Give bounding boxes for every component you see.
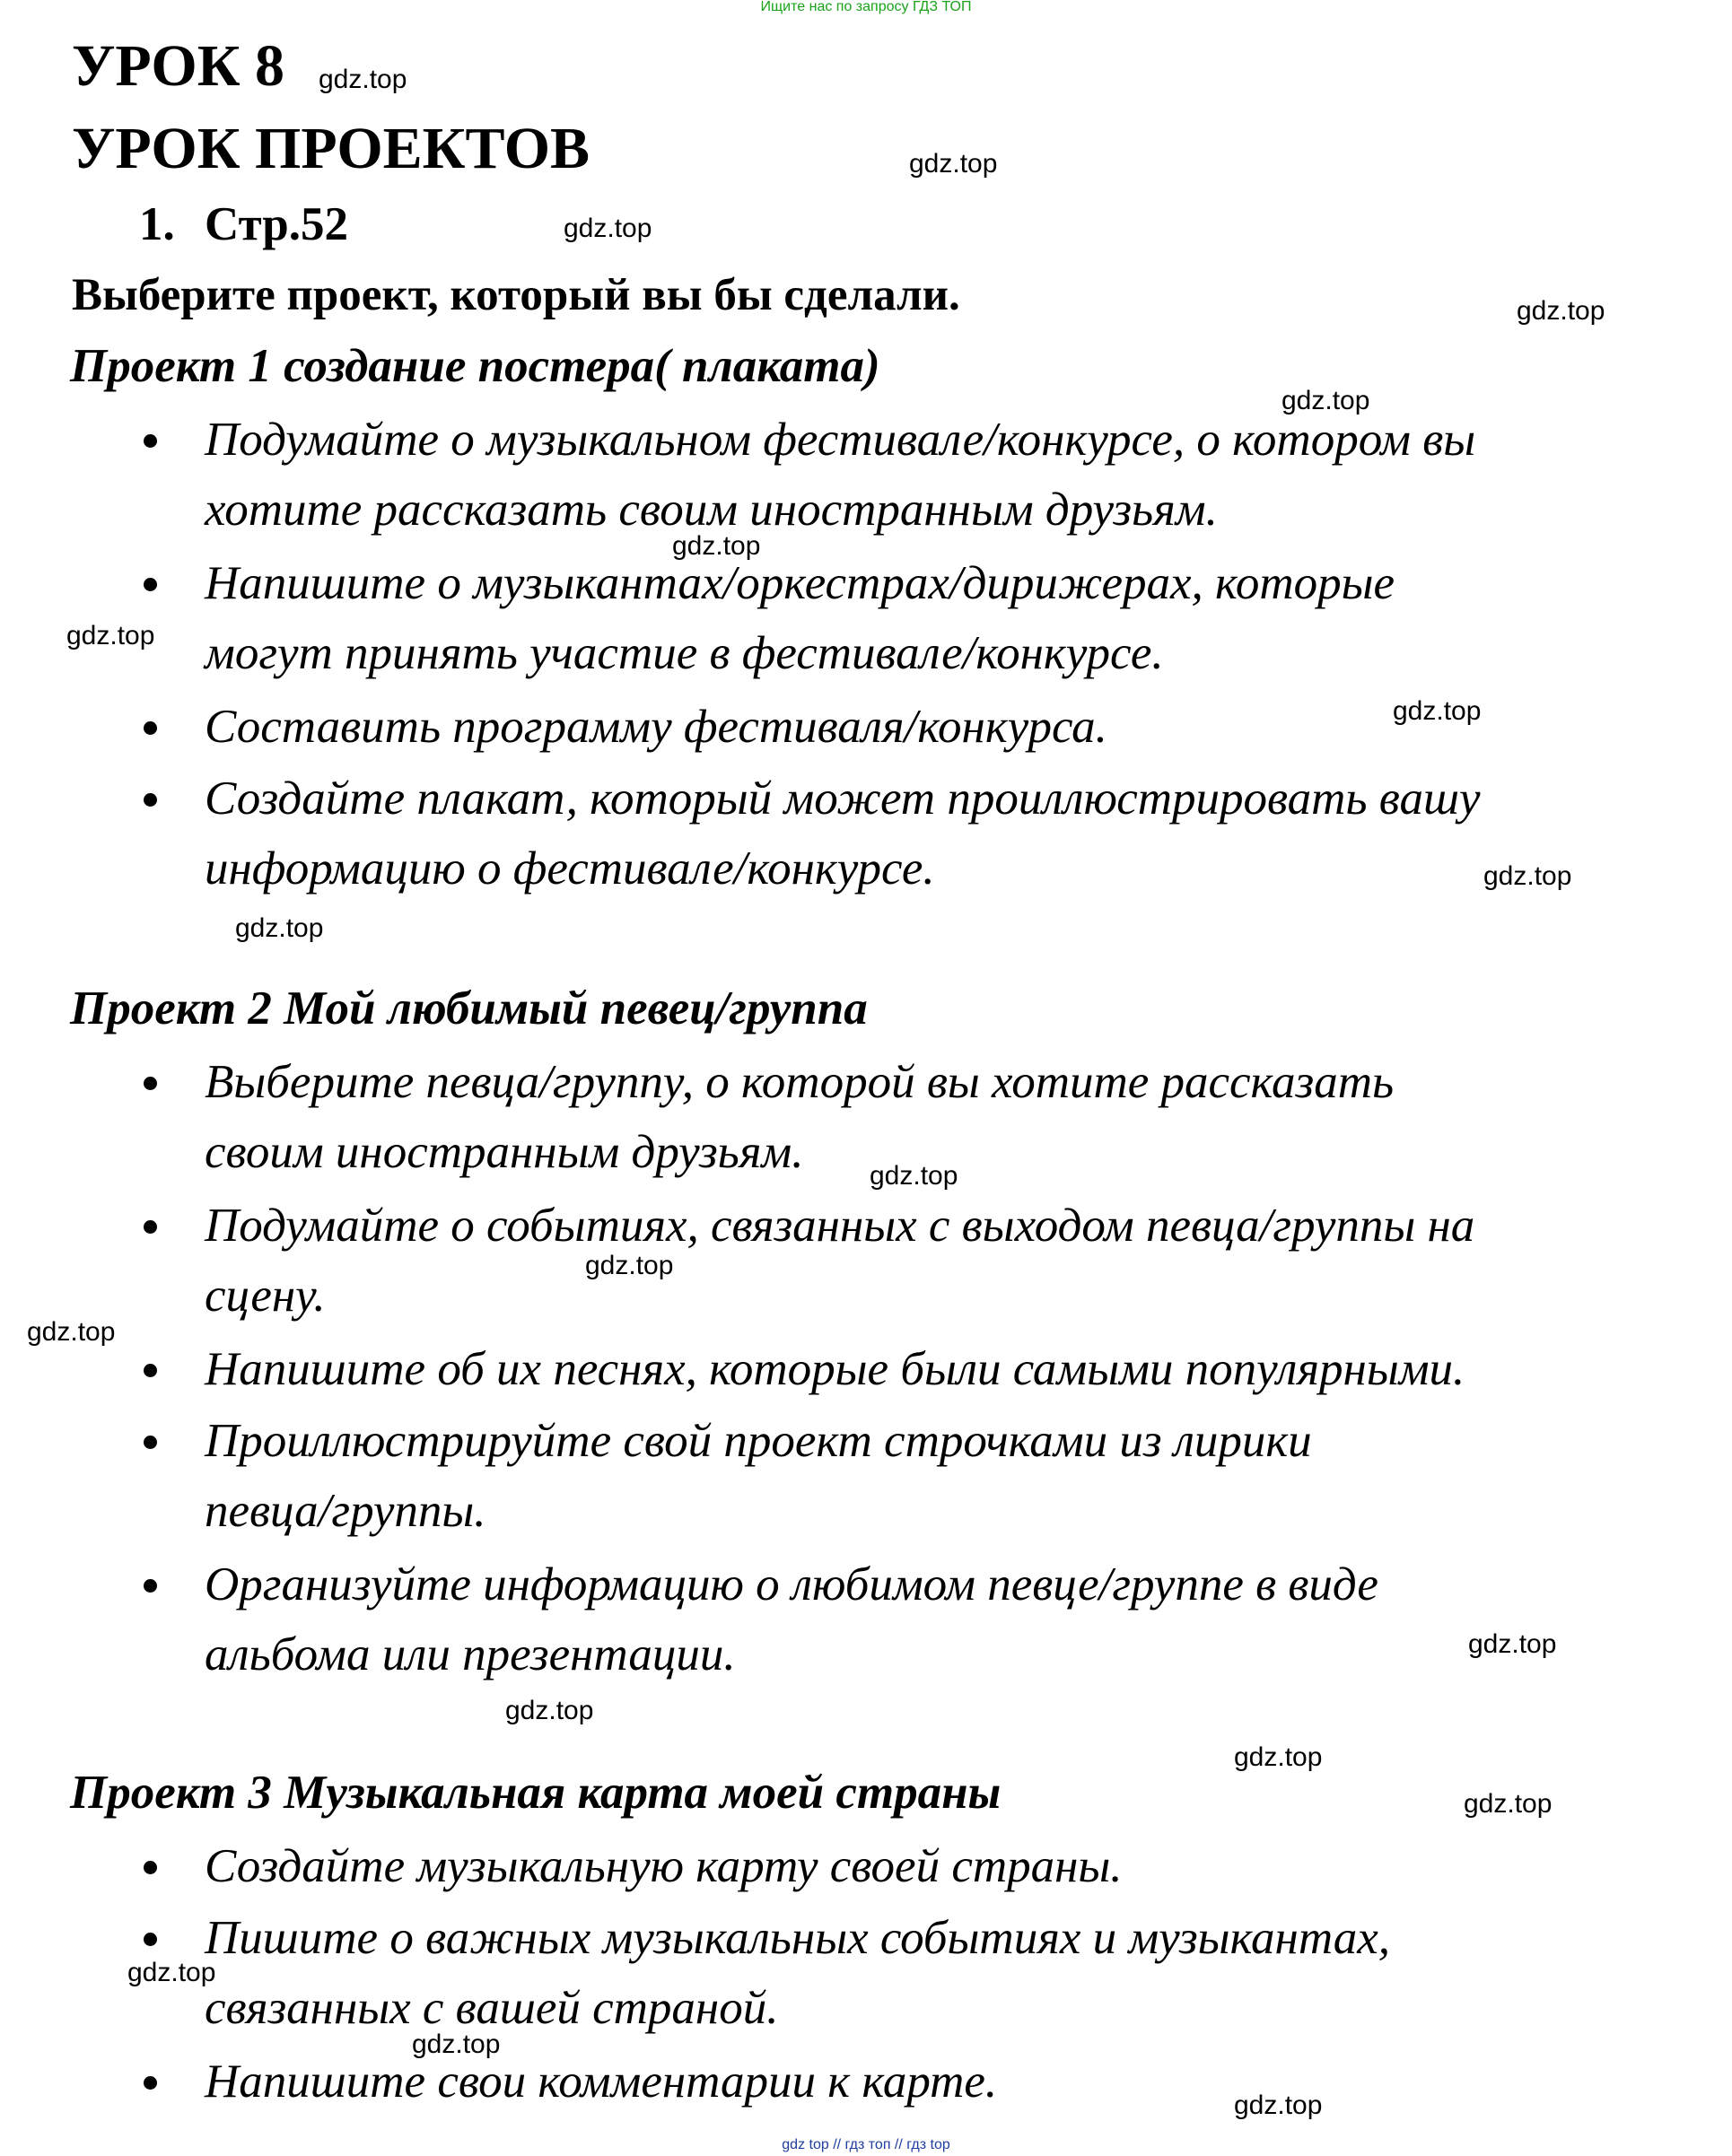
- watermark: gdz.top: [412, 2029, 501, 2059]
- project3-title: Проект 3 Музыкальная карта моей страны: [70, 1767, 1002, 1819]
- lesson-heading: УРОК 8: [72, 33, 285, 99]
- watermark: gdz.top: [870, 1161, 958, 1191]
- bullet-dot: [144, 793, 157, 807]
- bullet-dot: [144, 434, 157, 448]
- watermark: gdz.top: [1234, 1742, 1323, 1772]
- bullet-dot: [144, 1436, 157, 1449]
- project1-line: Напишите о музыкантах/оркестрах/дирижерах, которые: [205, 557, 1395, 609]
- watermark: gdz.top: [319, 65, 407, 94]
- watermark: gdz.top: [27, 1317, 116, 1347]
- lesson-title: УРОК ПРОЕКТОВ: [72, 116, 590, 181]
- watermark: gdz.top: [564, 214, 652, 243]
- project1-line: Подумайте о музыкальном фестивале/конкурсе, о котором вы: [205, 414, 1476, 466]
- watermark: gdz.top: [127, 1958, 216, 1987]
- project3-line: Создайте музыкальную карту своей страны.: [205, 1840, 1123, 1892]
- project2-title: Проект 2 Мой любимый певец/группа: [70, 982, 868, 1034]
- project3-line: связанных с вашей страной.: [205, 1982, 779, 2034]
- watermark: gdz.top: [1483, 861, 1572, 891]
- project2-line: своим иностранным друзьям.: [205, 1126, 804, 1178]
- item-number: 1.: [139, 198, 175, 250]
- watermark: gdz.top: [1282, 386, 1370, 415]
- project3-line: Напишите свои комментарии к карте.: [205, 2056, 998, 2108]
- project2-line: Проиллюстрируйте свой проект строчками из лирики: [205, 1415, 1312, 1467]
- project3-line: Пишите о важных музыкальных событиях и музыкантах,: [205, 1912, 1391, 1964]
- bullet-dot: [144, 1861, 157, 1874]
- watermark: gdz.top: [1234, 2091, 1323, 2120]
- project2-line: певца/группы.: [205, 1485, 486, 1537]
- watermark: gdz.top: [1393, 696, 1482, 726]
- watermark: gdz.top: [505, 1696, 594, 1725]
- watermark: gdz.top: [1517, 296, 1605, 326]
- project1-line: могут принять участие в фестивале/конкурсе.: [205, 627, 1164, 679]
- watermark: gdz.top: [235, 913, 324, 943]
- project2-line: Напишите об их песнях, которые были самыми популярными.: [205, 1343, 1465, 1395]
- item-page: Стр.52: [205, 198, 348, 250]
- project2-line: альбома или презентации.: [205, 1628, 736, 1680]
- bullet-dot: [144, 578, 157, 591]
- bullet-dot: [144, 1933, 157, 1946]
- project1-title: Проект 1 создание постера( плаката): [70, 340, 880, 392]
- watermark: gdz.top: [909, 149, 998, 179]
- top-banner: Ищите нас по запросу ГДЗ ТОП: [760, 0, 972, 14]
- bullet-dot: [144, 1077, 157, 1090]
- watermark: gdz.top: [585, 1251, 674, 1280]
- project1-line: Создайте плакат, который может проиллюстрировать вашу: [205, 772, 1481, 825]
- bullet-dot: [144, 1364, 157, 1377]
- bullet-dot: [144, 2076, 157, 2090]
- bullet-dot: [144, 1220, 157, 1234]
- instruction: Выберите проект, который вы бы сделали.: [72, 270, 960, 320]
- project2-line: Подумайте о событиях, связанных с выходом певца/группы на: [205, 1200, 1475, 1252]
- project2-line: Выберите певца/группу, о которой вы хотите рассказать: [205, 1056, 1395, 1108]
- watermark: gdz.top: [1464, 1789, 1553, 1819]
- project2-line: Организуйте информацию о любимом певце/группе в виде: [205, 1558, 1378, 1610]
- project2-line: сцену.: [205, 1270, 326, 1322]
- watermark: gdz.top: [1468, 1629, 1557, 1659]
- watermark: gdz.top: [672, 531, 761, 561]
- watermark: gdz.top: [66, 621, 155, 650]
- project1-line: хотите рассказать своим иностранным друзьям.: [205, 484, 1218, 536]
- bottom-footer: gdz top // гдз топ // гдз top: [782, 2137, 950, 2152]
- bullet-dot: [144, 1579, 157, 1593]
- bullet-dot: [144, 721, 157, 735]
- project1-line: информацию о фестивале/конкурсе.: [205, 842, 935, 895]
- project1-line: Составить программу фестиваля/конкурса.: [205, 701, 1107, 753]
